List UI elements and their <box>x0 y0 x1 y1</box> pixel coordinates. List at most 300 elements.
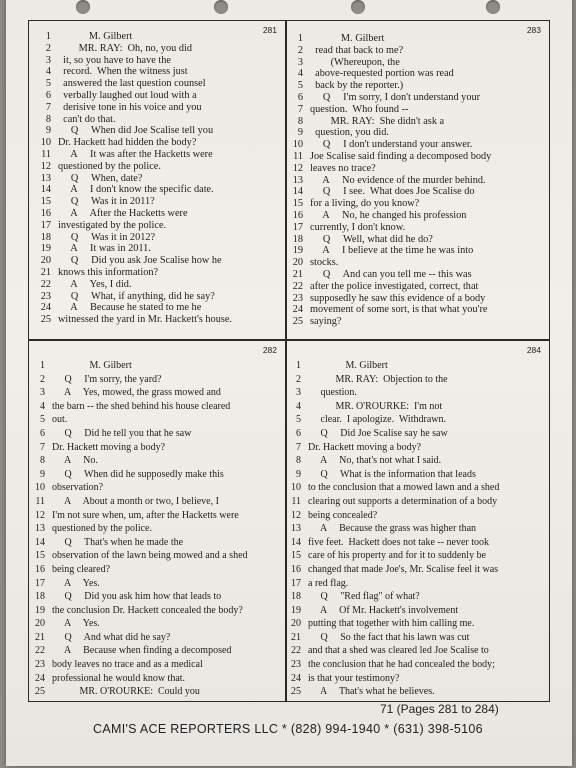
transcript-line <box>287 672 549 686</box>
line-text: Q When, date? <box>58 172 143 184</box>
transcript-line <box>29 672 285 686</box>
transcript-line <box>29 481 285 495</box>
line-text: currently, I don't know. <box>310 221 406 233</box>
transcript-line <box>287 151 549 163</box>
line-number: 25 <box>35 686 45 698</box>
transcript-line <box>29 161 285 173</box>
transcript-line <box>287 631 549 645</box>
transcript-line <box>29 232 285 244</box>
line-text: A I believe at the time he was into <box>310 245 474 257</box>
transcript-line <box>287 454 549 468</box>
line-text: Q Was it in 2011? <box>58 196 155 208</box>
line-number: 5 <box>40 414 45 426</box>
line-text: A No evidence of the murder behind. <box>310 174 486 186</box>
line-number: 22 <box>291 645 301 657</box>
line-number: 23 <box>292 292 303 304</box>
transcript-line <box>287 604 549 618</box>
line-text: the barn -- the shed behind his house cleared <box>52 400 231 412</box>
line-number: 3 <box>296 387 301 399</box>
transcript-page-282 <box>28 340 286 702</box>
transcript-line <box>29 509 285 523</box>
transcript-line <box>287 617 549 631</box>
line-text: saying? <box>310 316 342 328</box>
transcript-line <box>287 68 549 80</box>
line-number: 16 <box>40 207 51 219</box>
line-text: Q And what did he say? <box>52 631 171 643</box>
line-text: verbally laughed out loud with a <box>58 89 197 101</box>
line-text: MR. RAY: Oh, no, you did <box>58 42 192 54</box>
line-text: supposedly he saw this evidence of a body <box>310 292 486 304</box>
transcript-line <box>287 359 549 373</box>
transcript-line <box>29 302 285 314</box>
line-text: five feet. Hackett does not take -- never took <box>308 536 490 548</box>
transcript-line <box>29 43 285 55</box>
transcript-line <box>287 590 549 604</box>
line-text: question. <box>308 387 357 399</box>
transcript-line <box>29 522 285 536</box>
punch-hole <box>351 0 365 14</box>
line-number: 10 <box>291 482 301 494</box>
transcript-line <box>29 577 285 591</box>
line-number: 8 <box>40 455 45 467</box>
line-number: 14 <box>292 186 303 198</box>
line-number: 3 <box>297 56 303 68</box>
line-number: 9 <box>45 125 51 137</box>
line-text: A No. <box>52 455 98 467</box>
line-number: 1 <box>40 360 45 371</box>
line-number: 1 <box>296 360 301 371</box>
line-text: A Because when finding a decomposed <box>52 645 232 657</box>
transcript-line <box>287 175 549 187</box>
line-text: is that your testimony? <box>308 672 400 684</box>
transcript-line <box>287 577 549 591</box>
line-text: I'm not sure when, um, after the Hacketts were <box>52 509 239 521</box>
line-number: 8 <box>45 113 51 125</box>
line-number: 2 <box>296 373 301 385</box>
transcript-line <box>287 658 549 672</box>
transcript-line <box>29 495 285 509</box>
transcript-line <box>29 441 285 455</box>
line-text: questioned by the police. <box>52 523 152 535</box>
line-text: question, you did. <box>310 127 389 139</box>
transcript-line <box>287 427 549 441</box>
transcript-line <box>29 66 285 78</box>
transcript-line <box>29 400 285 414</box>
transcript-line <box>29 90 285 102</box>
line-text: investigated by the police. <box>58 219 167 231</box>
line-number: 8 <box>296 455 301 467</box>
line-text: Q So the fact that his lawn was cut <box>308 631 470 643</box>
line-number: 25 <box>40 314 51 326</box>
line-text: questioned by the police. <box>58 160 161 172</box>
line-text: A No, that's not what I said. <box>308 455 442 467</box>
transcript-line <box>287 45 549 57</box>
line-text: putting that together with him calling me. <box>308 618 475 630</box>
transcript-line <box>29 173 285 185</box>
page-range-footer: 71 (Pages 281 to 284) <box>380 702 499 716</box>
transcript-line <box>29 590 285 604</box>
line-number: 18 <box>292 233 303 245</box>
line-number: 20 <box>291 618 301 630</box>
line-number: 18 <box>40 231 51 243</box>
line-number: 9 <box>297 127 303 139</box>
line-text: Q Did Joe Scalise say he saw <box>308 427 448 439</box>
transcript-line <box>287 468 549 482</box>
line-number: 17 <box>40 219 51 231</box>
line-text: A That's what he believes. <box>308 686 435 698</box>
line-number: 11 <box>41 148 51 160</box>
transcript-line <box>29 685 285 699</box>
line-number: 5 <box>45 78 51 90</box>
transcript-line <box>29 658 285 672</box>
line-text: back by the reporter.) <box>310 80 404 92</box>
transcript-line <box>29 114 285 126</box>
line-text: for a living, do you know? <box>310 198 420 210</box>
transcript-line <box>29 78 285 90</box>
transcript-line <box>29 267 285 279</box>
line-text: M. Gilbert <box>308 360 388 371</box>
punch-hole <box>214 0 228 14</box>
line-text: A About a month or two, I believe, I <box>52 495 219 507</box>
transcript-line <box>287 210 549 222</box>
line-text: Dr. Hackett moving a body? <box>308 441 422 453</box>
transcript-line <box>29 563 285 577</box>
line-number: 5 <box>296 414 301 426</box>
line-number: 15 <box>35 550 45 562</box>
transcript-line <box>287 549 549 563</box>
line-text: observation of the lawn being mowed and a shed <box>52 550 248 562</box>
transcript-line <box>29 291 285 303</box>
line-text: Q I see. What does Joe Scalise do <box>310 186 475 198</box>
line-text: above-requested portion was read <box>310 68 454 80</box>
transcript-line <box>287 495 549 509</box>
line-text: Q When did he supposedly make this <box>52 468 224 480</box>
line-text: A Of Mr. Hackett's involvement <box>308 604 459 616</box>
line-text: Q I'm sorry, I don't understand your <box>310 91 481 103</box>
line-text: Q Well, what did he do? <box>310 233 433 245</box>
transcript-line <box>287 386 549 400</box>
line-number: 5 <box>297 80 303 92</box>
line-text: MR. O'ROURKE: I'm not <box>308 400 443 412</box>
transcript-line <box>287 316 549 328</box>
transcript-line <box>29 468 285 482</box>
transcript-line <box>29 536 285 550</box>
transcript-line <box>29 243 285 255</box>
page-number: 282 <box>262 345 277 355</box>
transcript-line <box>29 208 285 220</box>
line-number: 22 <box>292 280 303 292</box>
line-number: 13 <box>291 523 301 535</box>
transcript-line <box>287 80 549 92</box>
line-text: observation? <box>52 482 104 494</box>
transcript-line <box>287 127 549 139</box>
line-number: 6 <box>45 89 51 101</box>
page-number: 284 <box>526 345 541 355</box>
line-number: 9 <box>296 468 301 480</box>
line-text: it, so you have to have the <box>58 54 171 66</box>
transcript-line <box>287 563 549 577</box>
line-text: being cleared? <box>52 563 111 575</box>
line-text: A Because he stated to me he <box>58 302 202 314</box>
line-text: clearing out supports a determination of a body <box>308 495 498 507</box>
line-number: 10 <box>292 139 303 151</box>
line-number: 22 <box>35 645 45 657</box>
line-text: A No, he changed his profession <box>310 209 467 221</box>
line-number: 1 <box>45 31 51 42</box>
line-number: 12 <box>40 160 51 172</box>
transcript-line <box>287 536 549 550</box>
line-number: 15 <box>292 198 303 210</box>
transcript-line <box>287 269 549 281</box>
line-text: Q Did you ask him how that leads to <box>52 591 222 603</box>
transcript-line <box>287 481 549 495</box>
line-number: 15 <box>291 550 301 562</box>
transcript-line <box>287 92 549 104</box>
transcript-line <box>287 104 549 116</box>
line-number: 24 <box>40 302 51 314</box>
line-number: 3 <box>40 387 45 399</box>
line-number: 7 <box>297 103 303 115</box>
line-text: Q Was it in 2012? <box>58 231 156 243</box>
line-number: 21 <box>292 268 303 280</box>
page-number: 281 <box>262 25 277 35</box>
line-number: 25 <box>292 316 303 328</box>
transcript-page-283 <box>286 20 550 340</box>
line-number: 11 <box>35 495 45 507</box>
transcript-line <box>29 31 285 43</box>
line-text: A Yes. <box>52 577 100 589</box>
transcript-line <box>29 386 285 400</box>
line-number: 10 <box>40 137 51 149</box>
transcript-line <box>287 234 549 246</box>
transcript-line <box>287 222 549 234</box>
line-text: M. Gilbert <box>58 31 133 42</box>
line-text: after the police investigated, correct, that <box>310 280 479 292</box>
line-text: A Yes, mowed, the grass mowed and <box>52 387 221 399</box>
line-text: being concealed? <box>308 509 378 521</box>
line-number: 13 <box>35 523 45 535</box>
line-text: read that back to me? <box>310 44 404 56</box>
line-text: A It was in 2011. <box>58 243 151 255</box>
line-number: 16 <box>291 563 301 575</box>
line-number: 24 <box>292 304 303 316</box>
transcript-page-284 <box>286 340 550 702</box>
line-number: 23 <box>291 659 301 671</box>
line-text: A After the Hacketts were <box>58 207 188 219</box>
transcript-line <box>287 186 549 198</box>
line-text: witnessed the yard in Mr. Hackett's house. <box>58 314 233 326</box>
line-text: clear. I apologize. Withdrawn. <box>308 414 446 426</box>
transcript-line <box>287 522 549 536</box>
transcript-line <box>287 293 549 305</box>
line-number: 9 <box>40 468 45 480</box>
transcript-line <box>287 509 549 523</box>
page-lines <box>287 359 549 699</box>
line-number: 10 <box>35 482 45 494</box>
line-number: 12 <box>35 509 45 521</box>
transcript-line <box>29 184 285 196</box>
transcript-line <box>29 125 285 137</box>
line-text: A Yes. <box>52 618 100 630</box>
line-number: 7 <box>45 101 51 113</box>
punch-hole <box>486 0 500 14</box>
line-text: record. When the witness just <box>58 66 188 78</box>
transcript-line <box>287 245 549 257</box>
transcript-line <box>29 55 285 67</box>
line-number: 20 <box>35 618 45 630</box>
line-text: Dr. Hackett moving a body? <box>52 441 166 453</box>
transcript-line <box>29 196 285 208</box>
line-text: leaves no trace? <box>310 162 376 174</box>
line-number: 4 <box>296 400 301 412</box>
line-text: Joe Scalise said finding a decomposed body <box>310 150 492 162</box>
line-text: out. <box>52 414 68 426</box>
line-text: and that a shed was cleared led Joe Scalise to <box>308 645 489 657</box>
line-number: 3 <box>45 54 51 66</box>
line-number: 6 <box>40 427 45 439</box>
line-text: body leaves no trace and as a medical <box>52 659 203 671</box>
line-number: 21 <box>291 631 301 643</box>
line-number: 17 <box>291 577 301 589</box>
line-text: M. Gilbert <box>310 33 385 44</box>
line-number: 23 <box>35 659 45 671</box>
line-number: 11 <box>291 495 301 507</box>
transcript-line <box>29 279 285 291</box>
transcript-page-281 <box>28 20 286 340</box>
line-text: derisive tone in his voice and you <box>58 101 202 113</box>
line-number: 14 <box>291 536 301 548</box>
transcript-line <box>29 604 285 618</box>
transcript-line <box>287 441 549 455</box>
line-number: 6 <box>297 91 303 103</box>
line-text: Dr. Hackett had hidden the body? <box>58 137 197 149</box>
line-text: changed that made Joe's, Mr. Scalise feel it was <box>308 563 499 575</box>
transcript-line <box>287 685 549 699</box>
line-number: 2 <box>297 44 303 56</box>
line-number: 4 <box>45 66 51 78</box>
line-text: Q That's when he made the <box>52 536 184 548</box>
line-text: knows this information? <box>58 266 159 278</box>
line-text: Q And can you tell me -- this was <box>310 268 472 280</box>
line-number: 7 <box>40 441 45 453</box>
transcript-line <box>287 116 549 128</box>
transcript-line <box>29 255 285 267</box>
transcript-line <box>29 149 285 161</box>
transcript-line <box>29 427 285 441</box>
transcript-line <box>287 413 549 427</box>
line-text: the conclusion that he had concealed the body; <box>308 659 495 671</box>
line-number: 19 <box>40 243 51 255</box>
line-number: 16 <box>35 563 45 575</box>
transcript-line <box>29 549 285 563</box>
line-number: 14 <box>35 536 45 548</box>
line-number: 12 <box>292 162 303 174</box>
line-text: Q What is the information that leads <box>308 468 476 480</box>
line-number: 16 <box>292 209 303 221</box>
line-text: the conclusion Dr. Hackett concealed the body? <box>52 604 243 616</box>
page-number: 283 <box>526 25 541 35</box>
line-number: 18 <box>35 591 45 603</box>
line-number: 18 <box>291 591 301 603</box>
line-text: MR. RAY: She didn't ask a <box>310 115 445 127</box>
line-number: 1 <box>297 33 303 44</box>
transcript-line <box>287 198 549 210</box>
transcript-line <box>29 617 285 631</box>
line-text: Q When did Joe Scalise tell you <box>58 125 214 137</box>
line-text: Q Did he tell you that he saw <box>52 427 192 439</box>
transcript-line <box>29 454 285 468</box>
page-lines <box>29 359 285 699</box>
line-text: A Because the grass was higher than <box>308 523 477 535</box>
line-number: 19 <box>292 245 303 257</box>
line-number: 13 <box>292 174 303 186</box>
line-text: M. Gilbert <box>52 360 132 371</box>
line-number: 25 <box>291 686 301 698</box>
line-number: 2 <box>45 42 51 54</box>
line-number: 24 <box>35 672 45 684</box>
transcript-line <box>29 359 285 373</box>
line-text: Q What, if anything, did he say? <box>58 290 215 302</box>
line-number: 4 <box>40 400 45 412</box>
line-number: 14 <box>40 184 51 196</box>
line-number: 17 <box>292 221 303 233</box>
line-number: 6 <box>296 427 301 439</box>
line-number: 20 <box>40 255 51 267</box>
line-text: A I don't know the specific date. <box>58 184 214 196</box>
line-text: MR. RAY: Objection to the <box>308 373 448 385</box>
transcript-line <box>29 644 285 658</box>
line-text: Q I'm sorry, the yard? <box>52 373 162 385</box>
line-number: 7 <box>296 441 301 453</box>
transcript-line <box>29 137 285 149</box>
transcript-line <box>287 400 549 414</box>
transcript-line <box>29 413 285 427</box>
line-number: 19 <box>291 604 301 616</box>
line-number: 8 <box>297 115 303 127</box>
line-text: A It was after the Hacketts were <box>58 148 213 160</box>
line-text: a red flag. <box>308 577 349 589</box>
line-text: Q Did you ask Joe Scalise how he <box>58 255 222 267</box>
transcript-line <box>29 220 285 232</box>
reporter-footer: CAMI'S ACE REPORTERS LLC * (828) 994-1940 * (631) 398-5106 <box>93 722 483 736</box>
transcript-line <box>287 644 549 658</box>
line-number: 17 <box>35 577 45 589</box>
line-number: 15 <box>40 196 51 208</box>
transcript-line <box>287 139 549 151</box>
line-text: Q "Red flag" of what? <box>308 591 420 603</box>
line-text: (Whereupon, the <box>310 56 400 68</box>
line-number: 23 <box>40 290 51 302</box>
transcript-line <box>287 33 549 45</box>
line-number: 11 <box>293 150 303 162</box>
line-number: 2 <box>40 373 45 385</box>
line-text: movement of some sort, is that what you're <box>310 304 488 316</box>
transcript-line <box>287 281 549 293</box>
page-lines <box>287 33 549 328</box>
line-text: care of his property and for it to suddenly be <box>308 550 487 562</box>
transcript-line <box>287 163 549 175</box>
line-text: Q I don't understand your answer. <box>310 139 473 151</box>
page-lines <box>29 31 285 326</box>
line-number: 20 <box>292 257 303 269</box>
line-number: 22 <box>40 278 51 290</box>
line-text: stocks. <box>310 257 339 269</box>
transcript-line <box>29 102 285 114</box>
line-text: can't do that. <box>58 113 116 125</box>
line-number: 19 <box>35 604 45 616</box>
line-text: A Yes, I did. <box>58 278 132 290</box>
line-number: 24 <box>291 672 301 684</box>
